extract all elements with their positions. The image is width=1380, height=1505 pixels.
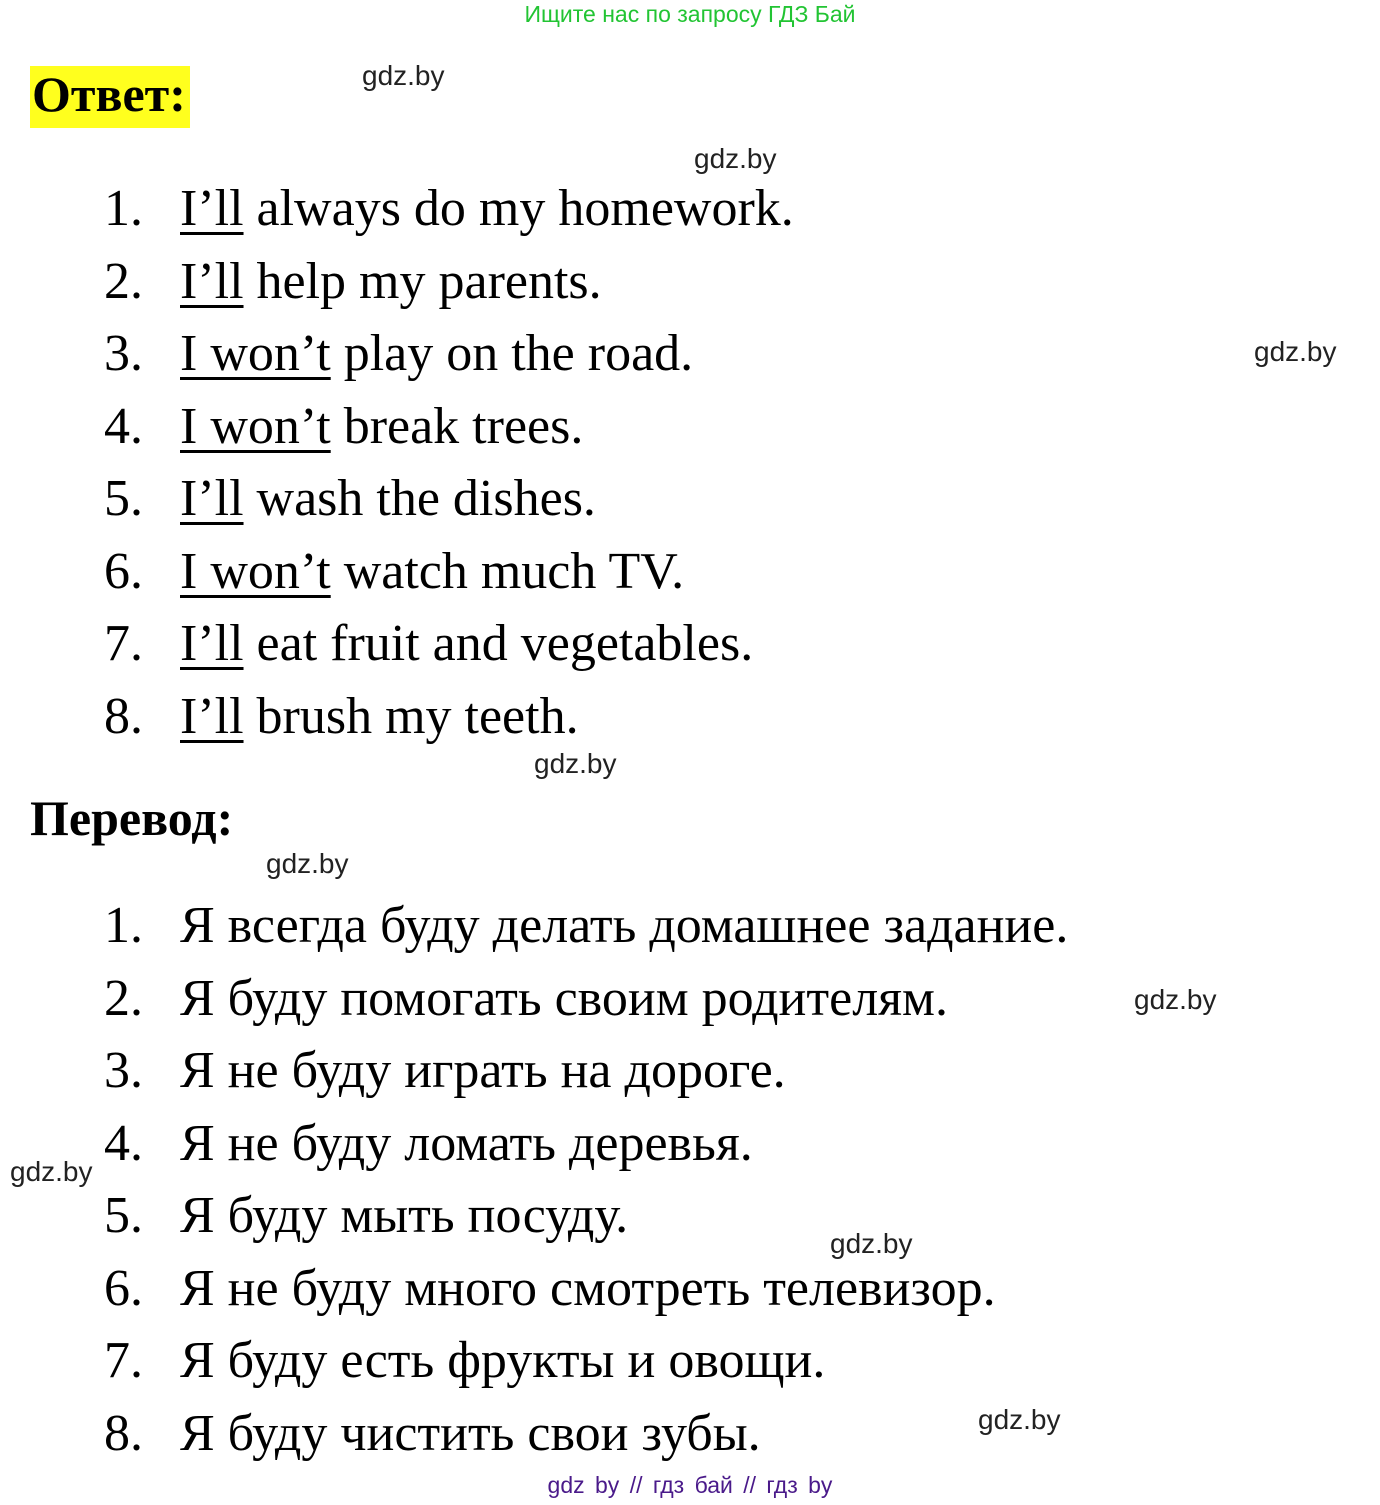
underlined-key: I’ll: [180, 180, 244, 237]
list-item: 3. I won’t play on the road.: [104, 325, 694, 382]
list-item: 4. I won’t break trees.: [104, 397, 584, 455]
watermark: gdz.by: [534, 748, 617, 779]
watermark: gdz.by: [978, 1404, 1061, 1435]
underlined-key: I’ll: [180, 252, 244, 310]
list-item: 7. Я буду есть фрукты и овощи.: [104, 1332, 826, 1389]
watermark: gdz.by: [266, 848, 349, 879]
underlined-key: I’ll: [180, 687, 244, 745]
translation-heading: Перевод:: [30, 790, 234, 846]
watermark: gdz.by: [10, 1156, 93, 1187]
list-item: 4. Я не буду ломать деревья.: [104, 1114, 753, 1172]
answer-list: [104, 173, 794, 753]
underlined-key: I’ll: [180, 615, 244, 672]
underlined-key: I won’t: [180, 325, 331, 382]
list-item: 1. Я всегда буду делать домашнее задание.: [104, 897, 1069, 954]
list-item: 2. I’ll help my parents.: [104, 252, 602, 310]
list-item: 8. Я буду чистить свои зубы.: [104, 1404, 761, 1462]
list-item: 7. I’ll eat fruit and vegetables.: [104, 615, 754, 672]
list-item: 2. Я буду помогать своим родителям.: [104, 969, 948, 1027]
underlined-key: I won’t: [180, 397, 331, 455]
watermark: gdz.by: [1254, 336, 1337, 367]
translation-list: [104, 890, 1068, 1470]
list-item: 5. Я буду мыть посуду.: [104, 1187, 629, 1244]
watermark: gdz.by: [830, 1228, 913, 1259]
list-item: 6. Я не буду много смотреть телевизор.: [104, 1259, 996, 1317]
top-banner: Ищите нас по запросу ГДЗ Бай: [524, 1, 856, 27]
underlined-key: I won’t: [180, 542, 331, 600]
watermark: gdz.by: [362, 60, 445, 91]
watermark: gdz.by: [694, 143, 777, 174]
list-item: 3. Я не буду играть на дороге.: [104, 1042, 786, 1099]
footer: gdz by // гдз бай // гдз by: [547, 1472, 833, 1498]
watermark: gdz.by: [1134, 984, 1217, 1015]
list-item: 6. I won’t watch much TV.: [104, 542, 685, 600]
answer-heading: Ответ:: [30, 66, 190, 128]
underlined-key: I’ll: [180, 470, 244, 527]
list-item: 8. I’ll brush my teeth.: [104, 687, 579, 745]
list-item: 1. I’ll always do my homework.: [104, 180, 794, 237]
list-item: 5. I’ll wash the dishes.: [104, 470, 596, 527]
